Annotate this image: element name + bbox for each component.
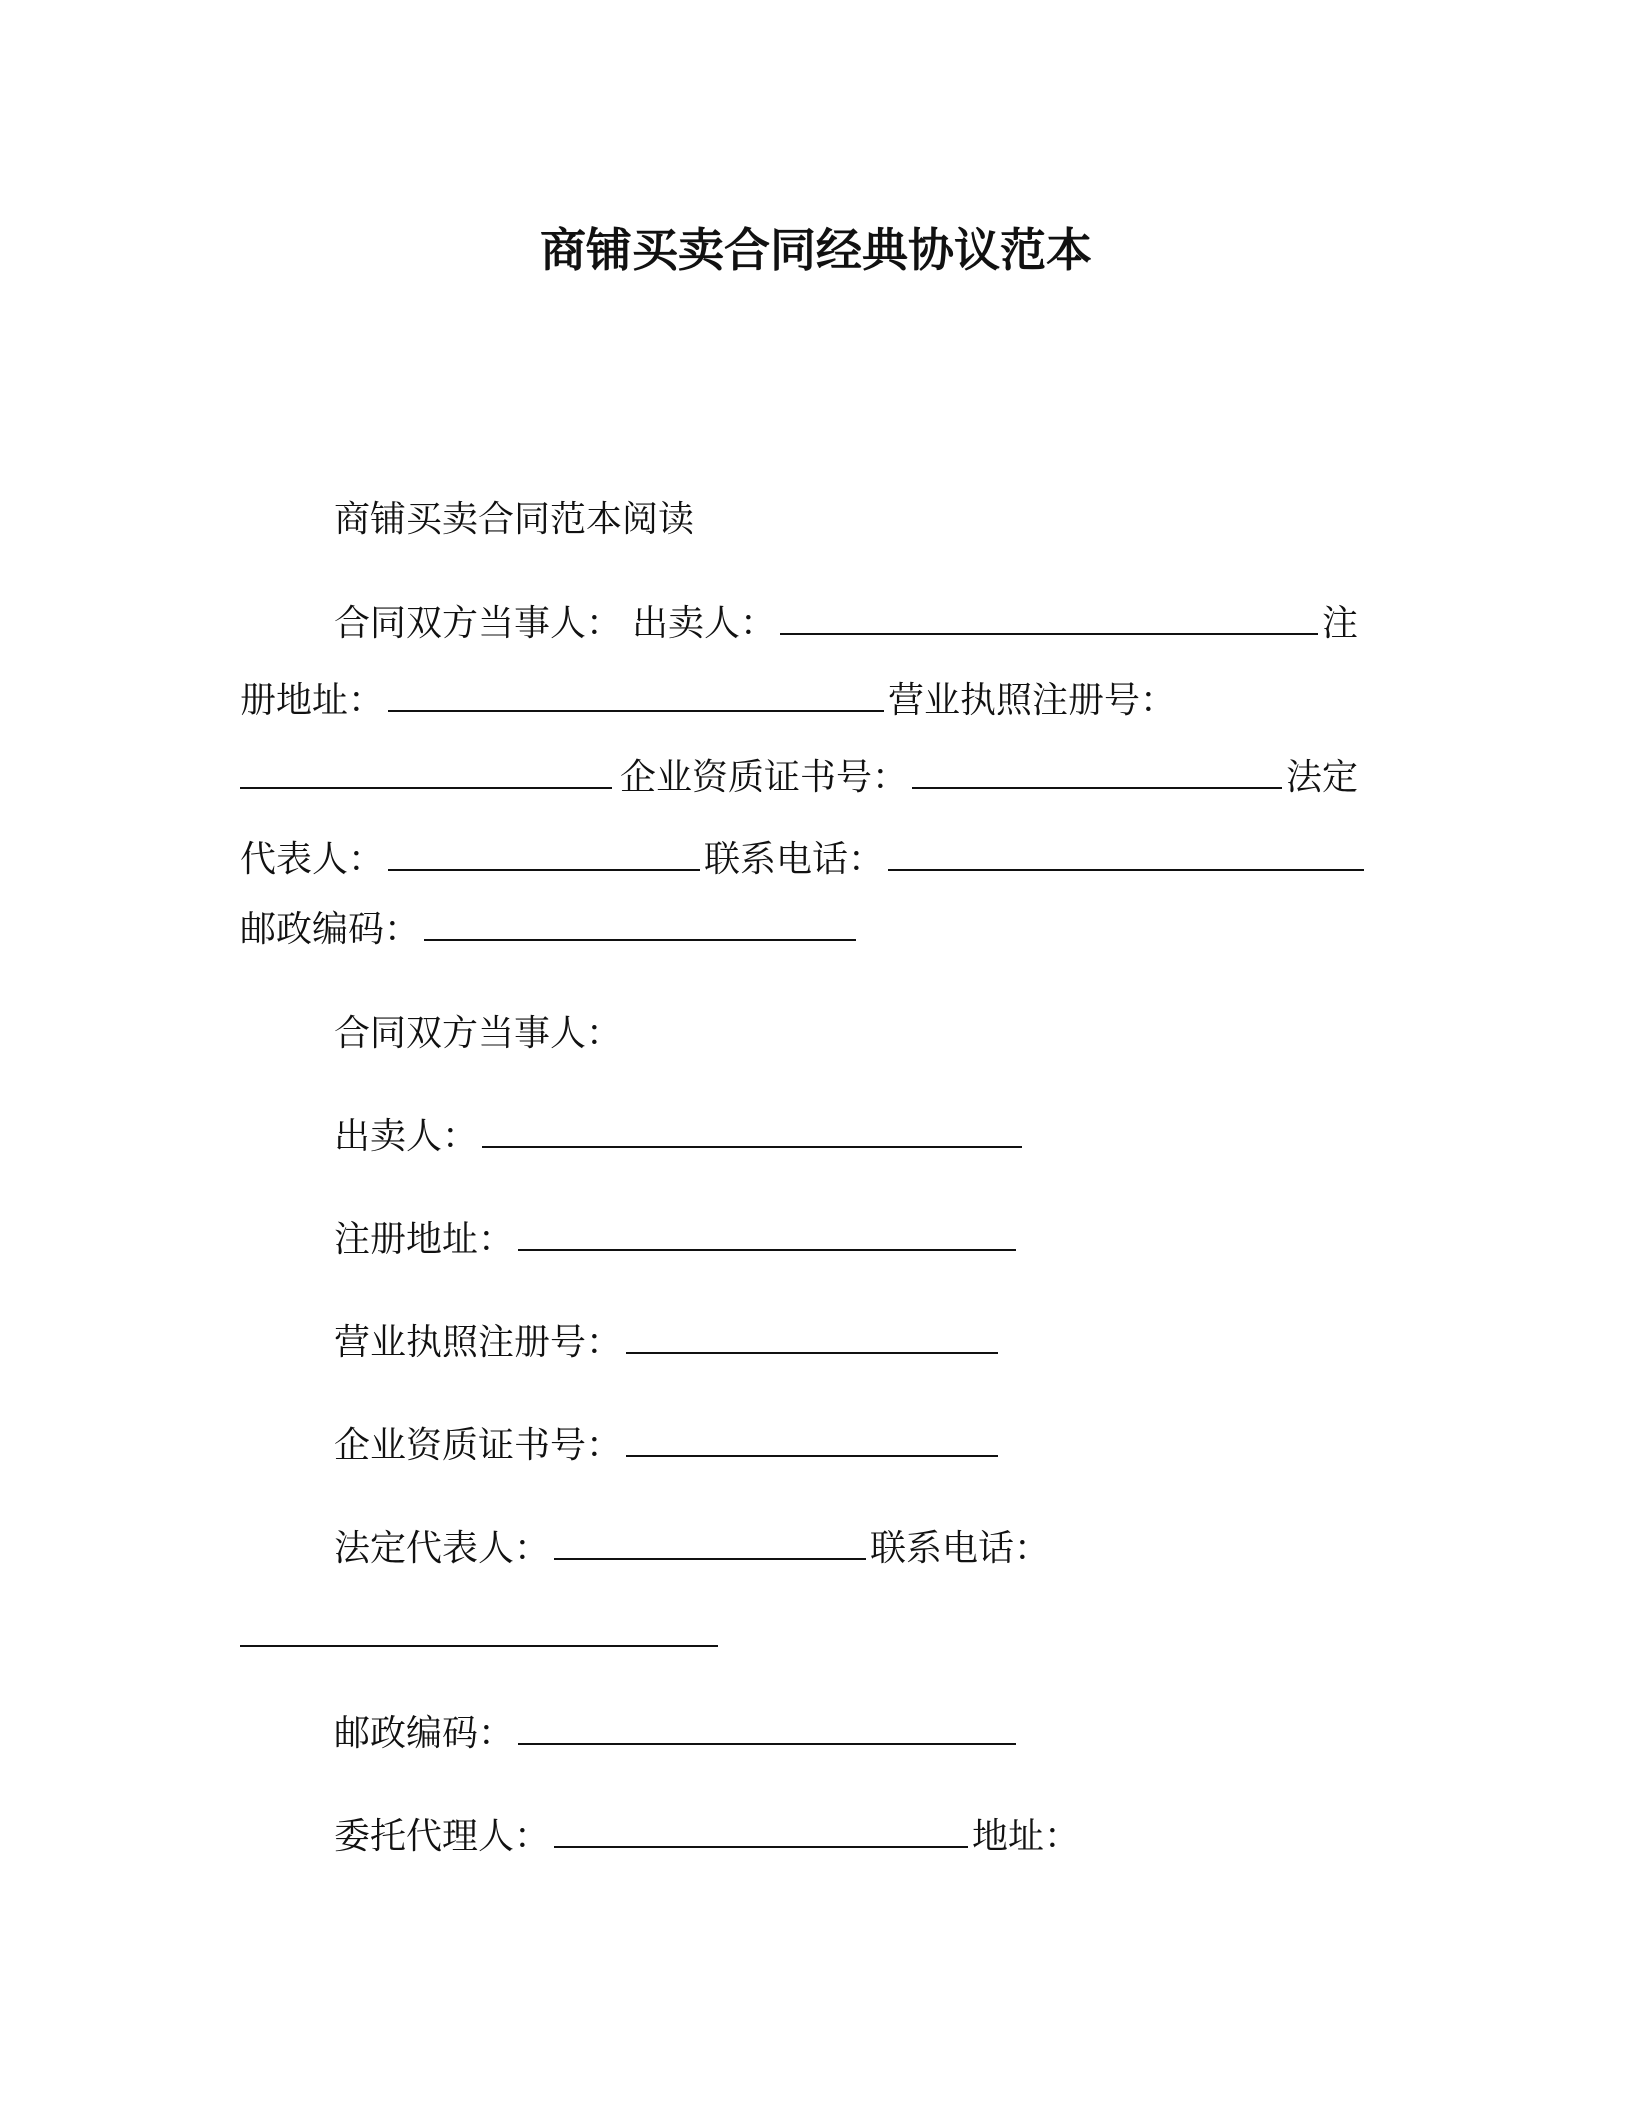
phone-field-label: 联系电话： xyxy=(870,1528,1051,1569)
line-wrap-text: 注 xyxy=(1322,603,1359,644)
document-subtitle: 商铺买卖合同范本阅读 xyxy=(334,499,695,540)
qualification-blank[interactable] xyxy=(912,759,1282,789)
business-license-field-blank[interactable] xyxy=(626,1324,998,1354)
phone-field-blank[interactable] xyxy=(240,1617,718,1647)
phone-label: 联系电话： xyxy=(704,839,885,880)
qualification-label: 企业资质证书号： xyxy=(620,757,909,798)
field-business-license xyxy=(334,1321,1002,1365)
postal-code-blank[interactable] xyxy=(424,911,856,941)
seller-field-blank[interactable] xyxy=(482,1118,1022,1148)
paragraph1-line5 xyxy=(240,908,860,952)
phone-blank[interactable] xyxy=(888,841,1364,871)
registered-address-field-blank[interactable] xyxy=(518,1221,1016,1251)
registered-address-blank[interactable] xyxy=(388,682,884,712)
postal-code-field-label: 邮政编码： xyxy=(334,1713,515,1754)
qualification-field-blank[interactable] xyxy=(626,1427,998,1457)
paragraph1-line4 xyxy=(240,838,1368,882)
paragraph1-line2 xyxy=(240,679,1176,723)
seller-label: 出卖人： xyxy=(632,603,777,644)
field-phone-continuation xyxy=(240,1614,718,1658)
legal-rep-label-part: 法定 xyxy=(1286,757,1359,798)
business-license-field-label: 营业执照注册号： xyxy=(334,1322,623,1363)
legal-representative-field-blank[interactable] xyxy=(554,1530,866,1560)
address-field-label: 地址： xyxy=(972,1816,1081,1857)
parties-label: 合同双方当事人： xyxy=(334,603,623,644)
legal-representative-field-label: 法定代表人： xyxy=(334,1528,551,1569)
postal-code-label: 邮政编码： xyxy=(240,909,421,950)
agent-field-label: 委托代理人： xyxy=(334,1816,551,1857)
seller-blank[interactable] xyxy=(780,605,1318,635)
legal-rep-blank[interactable] xyxy=(388,841,700,871)
parties-heading: 合同双方当事人： xyxy=(334,1013,623,1054)
agent-field-blank[interactable] xyxy=(554,1818,968,1848)
qualification-field-label: 企业资质证书号： xyxy=(334,1425,623,1466)
business-license-blank[interactable] xyxy=(240,759,612,789)
field-postal-code xyxy=(334,1712,1020,1756)
field-seller xyxy=(334,1115,1026,1159)
paragraph1-line1 xyxy=(334,602,1358,646)
legal-rep-label-rest: 代表人： xyxy=(240,839,385,880)
document-title: 商铺买卖合同经典协议范本 xyxy=(540,223,1092,277)
postal-code-field-blank[interactable] xyxy=(518,1715,1016,1745)
registered-address-field-label: 注册地址： xyxy=(334,1219,515,1260)
field-qualification xyxy=(334,1424,1002,1468)
paragraph1-line3 xyxy=(240,756,1358,800)
field-registered-address xyxy=(334,1218,1020,1262)
business-license-label: 营业执照注册号： xyxy=(888,680,1177,721)
field-agent xyxy=(334,1815,1080,1859)
field-legal-representative xyxy=(334,1527,1050,1571)
registered-address-label: 册地址： xyxy=(240,680,385,721)
seller-field-label: 出卖人： xyxy=(334,1116,479,1157)
